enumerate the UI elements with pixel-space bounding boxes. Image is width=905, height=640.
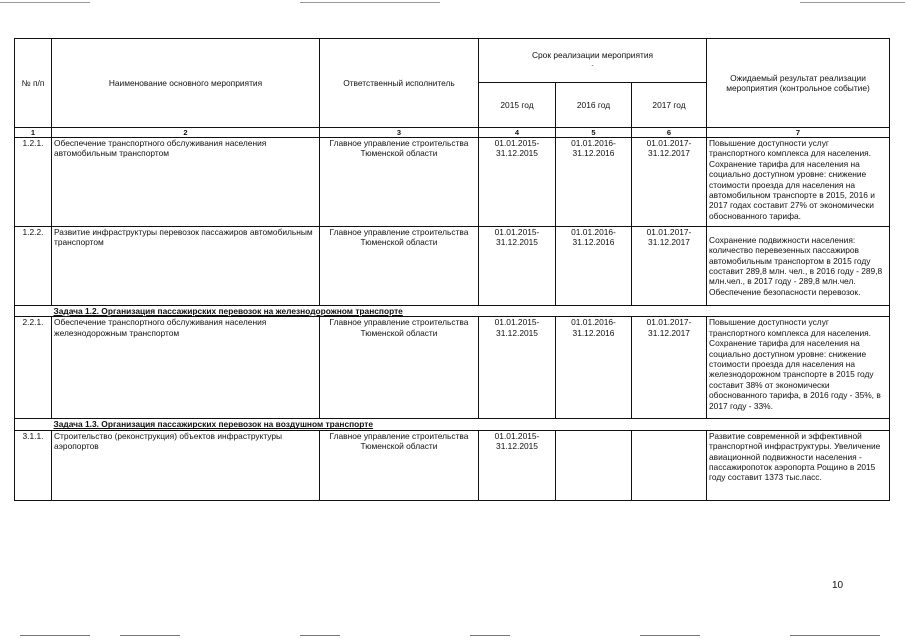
- row-date-2015: 01.01.2015-31.12.2015: [479, 138, 556, 227]
- task-row-spacer: [707, 306, 890, 317]
- row-date-2016: 01.01.2016-31.12.2016: [556, 138, 632, 227]
- row-executor: Главное управление строительства Тюменской области: [320, 317, 479, 419]
- row-name: Развитие инфраструктуры перевозок пассажиров автомобильным транспортом: [52, 227, 320, 306]
- row-date-2017: 01.01.2017-31.12.2017: [632, 317, 707, 419]
- row-num: 3.1.1.: [15, 430, 52, 500]
- task-row-spacer: [707, 419, 890, 430]
- scan-edge-bottom: [300, 635, 340, 636]
- task-row-spacer: [15, 306, 52, 317]
- table-row: [15, 317, 890, 419]
- header-term-label: Срок реализации мероприятия: [531, 50, 654, 61]
- row-num: 1.2.1.: [15, 138, 52, 227]
- row-date-2015: 01.01.2015-31.12.2015: [479, 430, 556, 500]
- table-row: [15, 138, 890, 227]
- row-executor: Главное управление строительства Тюменской области: [320, 227, 479, 306]
- header-result: Ожидаемый результат реализации мероприятия (контрольное событие): [707, 39, 890, 128]
- measures-table: [14, 38, 890, 501]
- scan-edge-bottom: [20, 635, 90, 636]
- header-year-2015: 2015 год: [479, 83, 556, 128]
- scan-edge-bottom: [790, 635, 880, 636]
- header-term-mark: -: [591, 62, 594, 69]
- row-result: Повышение доступности услуг транспортного комплекса для населения. Сохранение тарифа для населения на социально доступном уровне: снижение стоимости проезда для населения на автомобильном транспорте в 2015, 2016 и 2017 годах составит 27% от экономически обоснованного тарифа.: [707, 138, 890, 227]
- row-executor: Главное управление строительства Тюменской области: [320, 138, 479, 227]
- scan-edge-top: [800, 2, 905, 3]
- row-date-2017: [632, 430, 707, 500]
- column-number: 3: [320, 128, 479, 138]
- task-row: [15, 306, 890, 317]
- row-date-2016: 01.01.2016-31.12.2016: [556, 317, 632, 419]
- header-year-2017: 2017 год: [632, 83, 707, 128]
- page-number: 10: [832, 580, 844, 591]
- scan-edge-bottom: [640, 635, 700, 636]
- row-name: Обеспечение транспортного обслуживания населения автомобильным транспортом: [52, 138, 320, 227]
- scan-edge-top: [300, 2, 440, 3]
- column-number: 4: [479, 128, 556, 138]
- row-name: Строительство (реконструкция) объектов инфраструктуры аэропортов: [52, 430, 320, 500]
- row-date-2017: 01.01.2017-31.12.2017: [632, 138, 707, 227]
- column-number: 7: [707, 128, 890, 138]
- table-row: [15, 227, 890, 306]
- column-number: 1: [15, 128, 52, 138]
- task-row-spacer: [15, 419, 52, 430]
- header-year-2016: 2016 год: [556, 83, 632, 128]
- column-number: 2: [52, 128, 320, 138]
- row-date-2016: [556, 430, 632, 500]
- row-date-2015: 01.01.2015-31.12.2015: [479, 227, 556, 306]
- row-date-2015: 01.01.2015-31.12.2015: [479, 317, 556, 419]
- row-date-2016: 01.01.2016-31.12.2016: [556, 227, 632, 306]
- row-result: Повышение доступности услуг транспортного комплекса для населения. Сохранение тарифа для населения на социально доступном уровне: снижение стоимости проезда для населения на железнодорожном транспорте в 2015 году составит 38% от экономически обоснованного тарифа, в 2016 году - 35%, в 2017 году - 33%.: [707, 317, 890, 419]
- task-heading: Задача 1.2. Организация пассажирских перевозок на железнодорожном транспорте: [52, 306, 707, 317]
- header-term: [479, 39, 707, 83]
- column-numbers-row: [15, 128, 890, 138]
- scan-edge-bottom: [470, 635, 510, 636]
- row-name: Обеспечение транспортного обслуживания населения железнодорожным транспортом: [52, 317, 320, 419]
- scan-edge-bottom: [120, 635, 180, 636]
- row-result: Развитие современной и эффективной транспортной инфраструктуры. Увеличение авиационной подвижности населения - пассажиропоток аэропорта Рощино в 2015 году составит 1373 тыс.пасс.: [707, 430, 890, 500]
- task-row: [15, 419, 890, 430]
- table-row: [15, 430, 890, 500]
- header-name: Наименование основного мероприятия: [52, 39, 320, 128]
- row-date-2017: 01.01.2017-31.12.2017: [632, 227, 707, 306]
- row-executor: Главное управление строительства Тюменской области: [320, 430, 479, 500]
- task-heading: Задача 1.3. Организация пассажирских перевозок на воздушном транспорте: [52, 419, 707, 430]
- column-number: 6: [632, 128, 707, 138]
- header-executor: Ответственный исполнитель: [320, 39, 479, 128]
- column-number: 5: [556, 128, 632, 138]
- row-num: 1.2.2.: [15, 227, 52, 306]
- row-num: 2.2.1.: [15, 317, 52, 419]
- scan-edge-top: [0, 2, 90, 3]
- row-result: Сохранение подвижности населения: количество перевезенных пассажиров автомобильным транспортом в 2015 году составит 289,8 млн. чел., в 2016 году - 289,8 млн.чел., в 2017 году - 289,8 млн.чел. Обеспечение безопасности перевозок.: [707, 227, 890, 306]
- header-num: № п/п: [15, 39, 52, 128]
